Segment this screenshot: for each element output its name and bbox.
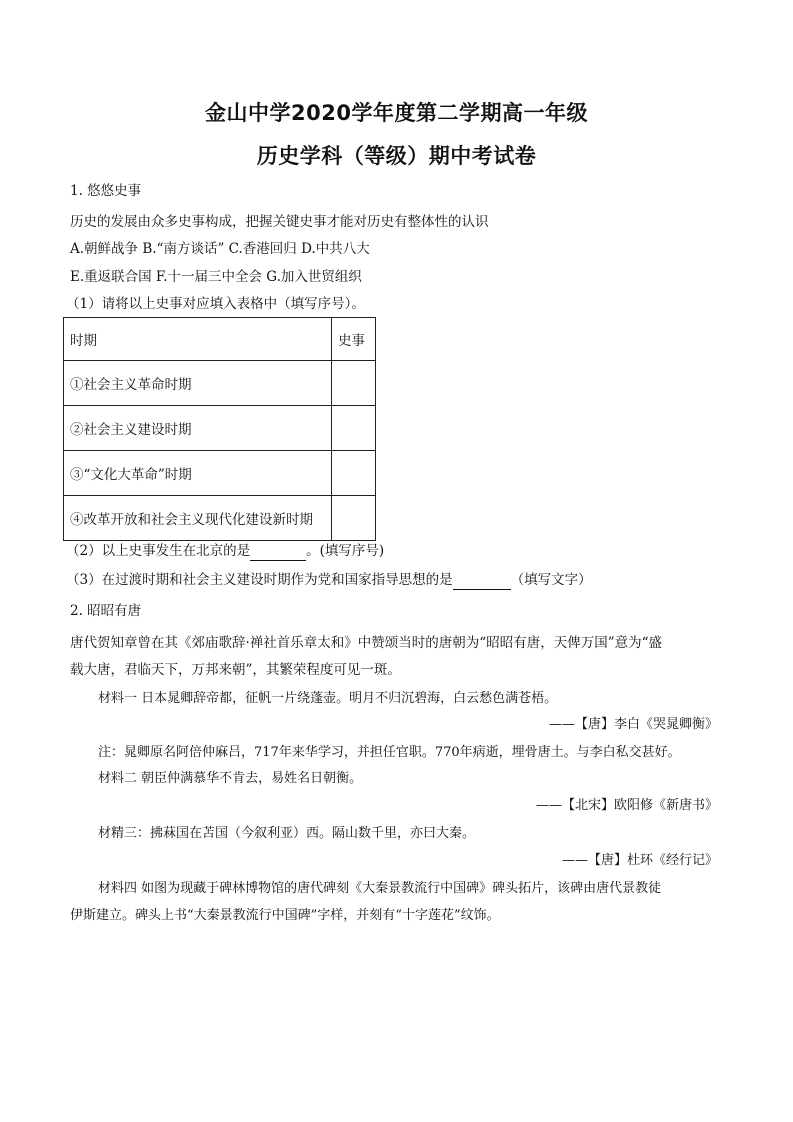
period-cell: ④改革开放和社会主义现代化建设新时期 (64, 496, 332, 541)
q2-heading: 2. 昭昭有唐 (70, 603, 142, 619)
q1-sub2-suffix: 。(填写序号) (306, 543, 385, 559)
table-row (64, 361, 376, 406)
event-answer-cell[interactable] (332, 451, 376, 496)
material-4-line1: 材料四 如图为现藏于碑林博物馆的唐代碑刻《大秦景教流行中国碑》碑头拓片，该碑由唐代景教徒 (98, 881, 662, 896)
material-1-source: ——【唐】李白《哭晁卿衡》 (548, 717, 718, 732)
material-3-source: ——【唐】杜环《经行记》 (561, 853, 718, 868)
material-1-note: 注：晁卿原名阿倍仲麻吕，717年来华学习，并担任官职。770年病逝，埋骨唐土。与李白私交甚好。 (98, 745, 681, 760)
page-title-line1: 金山中学2020学年度第二学期高一年级 (205, 101, 588, 125)
q2-intro-line2: 载大唐，君临天下，万邦来朝”，其繁荣程度可见一斑。 (70, 662, 401, 678)
event-answer-cell[interactable] (332, 406, 376, 451)
material-3: 材精三：拂菻国在苫国（今叙利亚）西。隔山数千里，亦曰大秦。 (98, 826, 476, 841)
q1-sub3 (66, 571, 592, 590)
page-title-line2: 历史学科（等级）期中考试卷 (256, 144, 537, 168)
event-answer-cell[interactable] (332, 496, 376, 541)
q2-intro-line1: 唐代贺知章曾在其《郊庙歌辞·禅社首乐章太和》中赞颂当时的唐朝为“昭昭有唐，天俾万国”意为“盛 (70, 635, 662, 651)
q1-heading: 1. 悠悠史事 (70, 183, 142, 199)
table-row (64, 496, 376, 541)
q1-sub2 (66, 542, 384, 561)
table-row (64, 406, 376, 451)
header-period: 时期 (64, 318, 332, 361)
q1-options-line2: E.重返联合国 F.十一届三中全会 G.加入世贸组织 (70, 269, 362, 285)
period-cell: ①社会主义革命时期 (64, 361, 332, 406)
event-answer-cell[interactable] (332, 361, 376, 406)
q1-sub1: （1）请将以上史事对应填入表格中（填写序号）。 (66, 296, 365, 312)
table-header-row (64, 318, 376, 361)
material-2: 材料二 朝臣仲满慕华不肯去，易姓名日朝衡。 (98, 771, 363, 786)
header-event: 史事 (332, 318, 376, 361)
period-cell: ③“文化大革命”时期 (64, 451, 332, 496)
q1-sub2-blank[interactable] (250, 542, 306, 561)
q1-intro: 历史的发展由众多史事构成，把握关键史事才能对历史有整体性的认识 (70, 214, 489, 230)
q1-sub3-suffix: （填写文字） (510, 572, 592, 588)
material-4-line2: 伊斯建立。碑头上书“大秦景教流行中国碑”字样，并刻有“十字莲花”纹饰。 (70, 908, 500, 923)
material-2-source: ——【北宋】欧阳修《新唐书》 (535, 798, 718, 813)
q1-sub3-text: （3）在过渡时期和社会主义建设时期作为党和国家指导思想的是 (66, 572, 453, 588)
q1-sub2-text: （2）以上史事发生在北京的是 (66, 543, 251, 559)
period-event-table (63, 317, 376, 541)
table-row (64, 451, 376, 496)
q1-options-line1: A.朝鲜战争 B.“南方谈话” C.香港回归 D.中共八大 (70, 241, 370, 257)
period-cell: ②社会主义建设时期 (64, 406, 332, 451)
material-1: 材料一 日本晁卿辞帝都，征帆一片绕蓬壶。明月不归沉碧海，白云愁色满苍梧。 (98, 691, 558, 706)
q1-sub3-blank[interactable] (453, 571, 511, 590)
